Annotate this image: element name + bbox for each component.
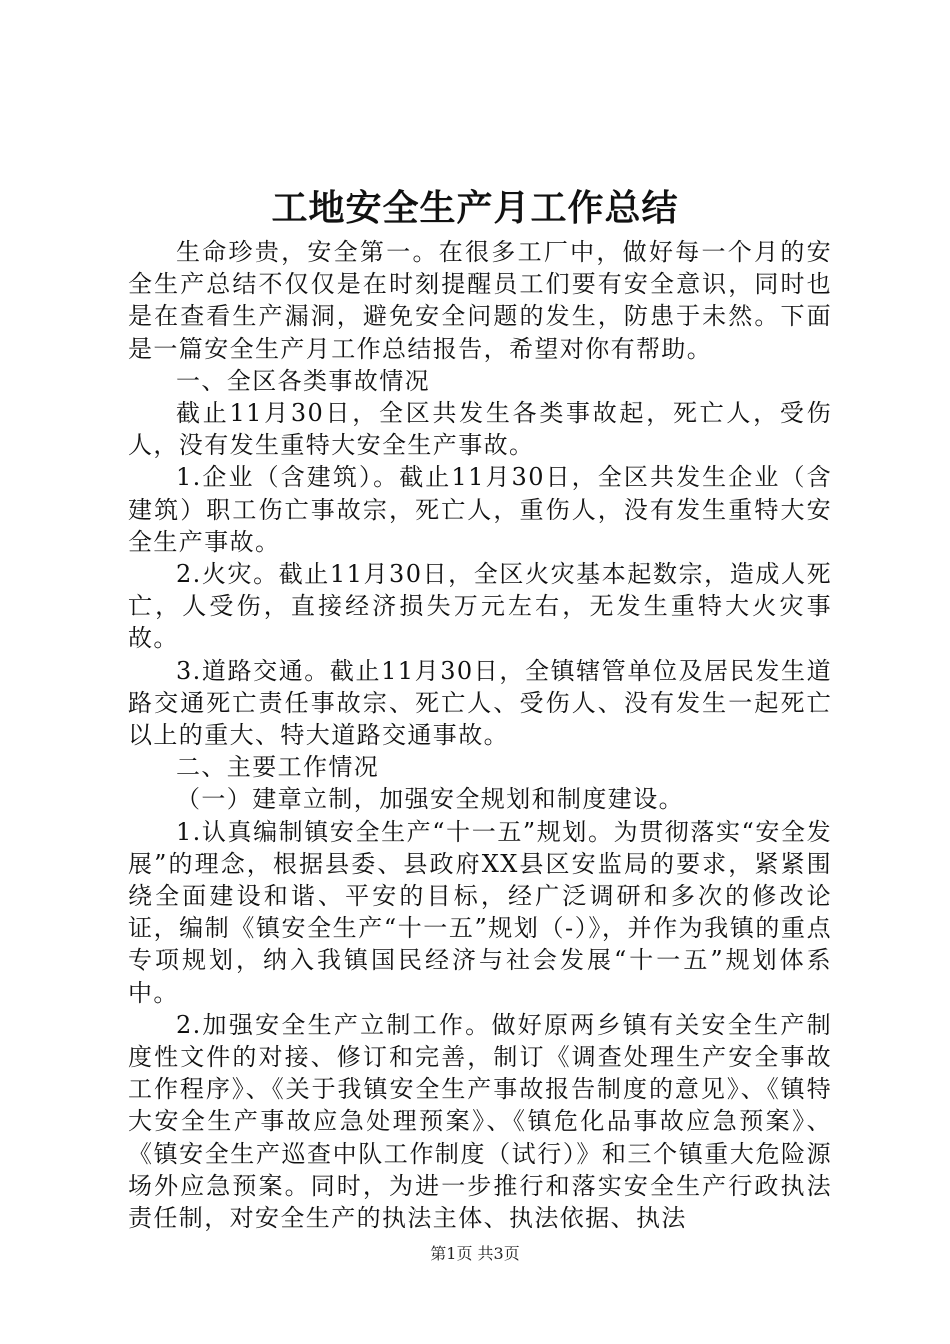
subsection-heading-rules: （一）建章立制，加强安全规划和制度建设。: [176, 785, 684, 814]
document-body: [128, 236, 832, 1234]
paragraph-legislation: 2.加强安全生产立制工作。做好原两乡镇有关安全生产制度性文件的对接、修订和完善，制订《调查处理生产安全事故工作程序》、《关于我镇安全生产事故报告制度的意见》、《镇特大安全生产事故应急处理预案》、《镇危化品事故应急预案》、《镇安全生产巡查中队工作制度（试行）》和三个镇重大危险源场外应急预案。同时，为进一步推行和落实安全生产行政执法责任制，对安全生产的执法主体、执法依据、执法: [128, 1010, 832, 1233]
document-title: 工地安全生产月工作总结: [271, 187, 679, 229]
paragraph-enterprise: 1.企业（含建筑）。截止11月30日，全区共发生企业（含建筑）职工伤亡事故宗，死亡人，重伤人，没有发生重特大安全生产事故。: [128, 463, 832, 556]
paragraph-road-traffic: 3.道路交通。截止11月30日，全镇辖管单位及居民发生道路交通死亡责任事故宗、死亡人、受伤人、没有发生一起死亡以上的重大、特大道路交通事故。: [128, 656, 832, 750]
paragraph-intro: 生命珍贵，安全第一。在很多工厂中，做好每一个月的安全生产总结不仅仅是在时刻提醒员工们要有安全意识，同时也是在查看生产漏洞，避免安全问题的发生，防患于未然。下面是一篇安全生产月工作总结报告，希望对你有帮助。: [128, 238, 832, 363]
paragraph-planning: 1.认真编制镇安全生产“十一五”规划。为贯彻落实“安全发展”的理念，根据县委、县政府XX县区安监局的要求，紧紧围绕全面建设和谐、平安的目标，经广泛调研和多次的修改论证，编制《镇安全生产“十一五”规划（-）》，并作为我镇的重点专项规划，纳入我镇国民经济与社会发展“十一五”规划体系中。: [128, 817, 832, 1007]
section-heading-accidents: 一、全区各类事故情况: [176, 366, 430, 395]
paragraph-fire: 2.火灾。截止11月30日，全区火灾基本起数宗，造成人死亡，人受伤，直接经济损失万元左右，无发生重特大火灾事故。: [128, 560, 832, 653]
paragraph-accidents-summary: 截止11月30日，全区共发生各类事故起，死亡人，受伤人，没有发生重特大安全生产事故。: [128, 399, 832, 460]
section-heading-work: 二、主要工作情况: [176, 753, 380, 782]
page-footer: 第1页 共3页: [430, 1244, 520, 1263]
